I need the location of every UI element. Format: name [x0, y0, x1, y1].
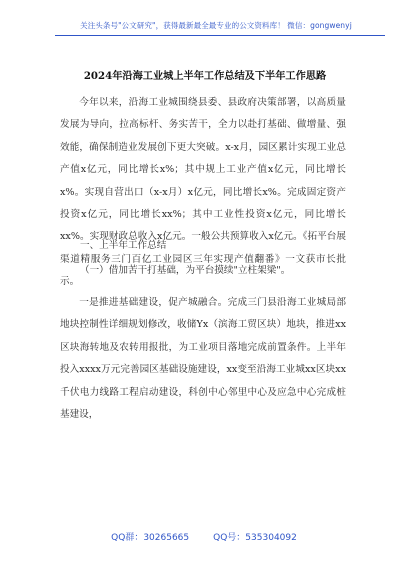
body-paragraph: 一是推进基础建设，促产城融合。完成三门县沿海工业城局部地块控制性详细规划修改，收储Yx（滨海工贸区块）地块，推进xx区块海转地及农转用报批，为工业项目落地完成前置条件。上半年投入xxxx万元完善园区基础设施建设，xx变至沿海工业城xx区块xx千伏电力线路工程启动建设，科创中心邻里中心及应急中心完成桩基建设，	[60, 297, 346, 421]
intro-paragraph: 今年以来，沿海工业城围绕县委、县政府决策部署，以高质量发展为导向，拉高标杆、务实苦干，全力以赴打基础、做增量、强效能，确保制造业发展创下更大突破。x-x月，园区累计实现工业总产值x亿元，同比增长x%；其中规上工业产值x亿元，同比增长x%。实现自营出口（x-x月）x亿元，同比增长x%。完成固定资产投资x亿元，同比增长xx%；其中工业性投资x亿元，同比增长xx%。实现财政总收入x亿元。一般公共预算收入x亿元。《拓平台展渠道精服务三门百亿工业园区三年实现产值翻番》一文获市长批示。	[60, 97, 346, 288]
sub-heading: （一）借加苦干打基础，为平台摸续"立柱架梁"。	[80, 265, 291, 276]
section-heading: 一、上半年工作总结	[80, 240, 167, 251]
document-title: 2024年沿海工业城上半年工作总结及下半年工作思路	[83, 70, 327, 82]
header-divider	[55, 35, 385, 36]
header-banner: 关注头条号"公文研究"，获得最新最全最专业的公文资料库！ 微信：gongwenyj	[80, 21, 352, 30]
footer-contact	[0, 530, 408, 543]
footer-qq-number: QQ号：535304092	[213, 533, 297, 543]
footer-qq-group: QQ群：30265665	[111, 533, 190, 543]
